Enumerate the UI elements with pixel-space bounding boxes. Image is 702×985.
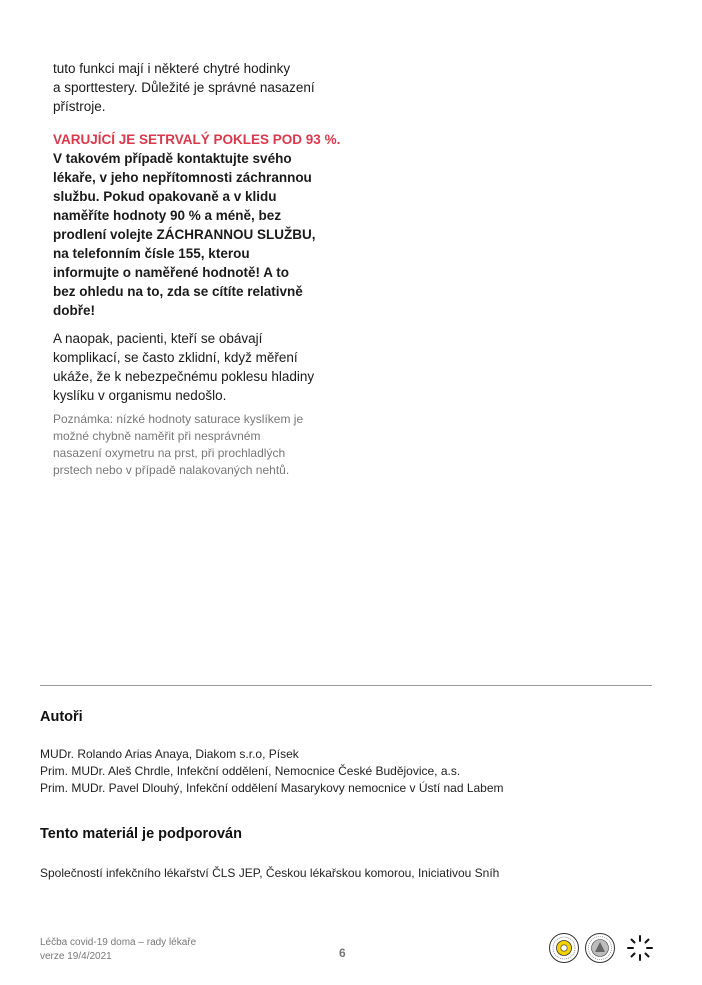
author-item: Prim. MUDr. Aleš Chrdle, Infekční oddělení, Nemocnice České Budějovice, a.s. xyxy=(40,764,461,778)
text-line: prstech nebo v případě nalakovaných nehtů. xyxy=(53,463,290,477)
text-line: možné chybně naměřit při nesprávném xyxy=(53,429,261,443)
text-line: Poznámka: nízké hodnoty saturace kyslíkem je xyxy=(53,412,304,426)
footer-logos xyxy=(548,930,658,966)
text-line: A naopak, pacienti, kteří se obávají xyxy=(53,331,263,346)
intro-paragraph xyxy=(53,59,338,116)
text-line: a sporttestery. Důležité je správné nasazení xyxy=(53,80,315,95)
text-line: kyslíku v organismu nedošlo. xyxy=(53,388,227,403)
text-line: komplikací, se často zklidní, když měření xyxy=(53,350,298,365)
text-line: službu. Pokud opakovaně a v klidu xyxy=(53,189,277,204)
text-line: na telefonním čísle 155, kterou xyxy=(53,246,250,261)
page-number: 6 xyxy=(339,946,346,960)
snih-spark-icon xyxy=(628,936,652,960)
author-item: MUDr. Rolando Arias Anaya, Diakom s.r.o, Písek xyxy=(40,747,299,761)
support-text: Společností infekčního lékařství ČLS JEP, Českou lékařskou komorou, Iniciativou Sníh xyxy=(40,866,500,880)
society-seal-icon xyxy=(550,934,579,963)
patients-paragraph xyxy=(53,329,338,405)
support-heading: Tento materiál je podporován xyxy=(40,826,242,842)
author-item: Prim. MUDr. Pavel Dlouhý, Infekční oddělení Masarykovy nemocnice v Ústí nad Labem xyxy=(40,781,504,795)
text-line: dobře! xyxy=(53,303,95,318)
text-line: lékaře, v jeho nepřítomnosti záchrannou xyxy=(53,170,312,185)
footer-version: verze 19/4/2021 xyxy=(40,951,112,962)
text-line: nasazení oxymetru na prst, při prochladlých xyxy=(53,446,286,460)
note-paragraph xyxy=(53,411,338,479)
warning-paragraph xyxy=(53,149,338,320)
section-divider xyxy=(40,685,652,686)
chamber-seal-icon xyxy=(586,934,615,963)
text-line: prodlení volejte ZÁCHRANNOU SLUŽBU, xyxy=(53,227,316,242)
authors-heading: Autoři xyxy=(40,709,83,725)
text-line: naměříte hodnoty 90 % a méně, bez xyxy=(53,208,282,223)
footer-info xyxy=(40,936,196,964)
footer-doc-title: Léčba covid-19 doma – rady lékaře xyxy=(40,937,197,948)
text-line: přístroje. xyxy=(53,99,106,114)
text-line: ukáže, že k nebezpečnému poklesu hladiny xyxy=(53,369,315,384)
text-line: tuto funkci mají i některé chytré hodinky xyxy=(53,61,291,76)
text-line: V takovém případě kontaktujte svého xyxy=(53,151,292,166)
text-line: informujte o naměřené hodnotě! A to xyxy=(53,265,289,280)
text-line: bez ohledu na to, zda se cítíte relativně xyxy=(53,284,303,299)
authors-list xyxy=(40,746,504,797)
warning-heading: VARUJÍCÍ JE SETRVALÝ POKLES POD 93 %. xyxy=(53,132,341,147)
